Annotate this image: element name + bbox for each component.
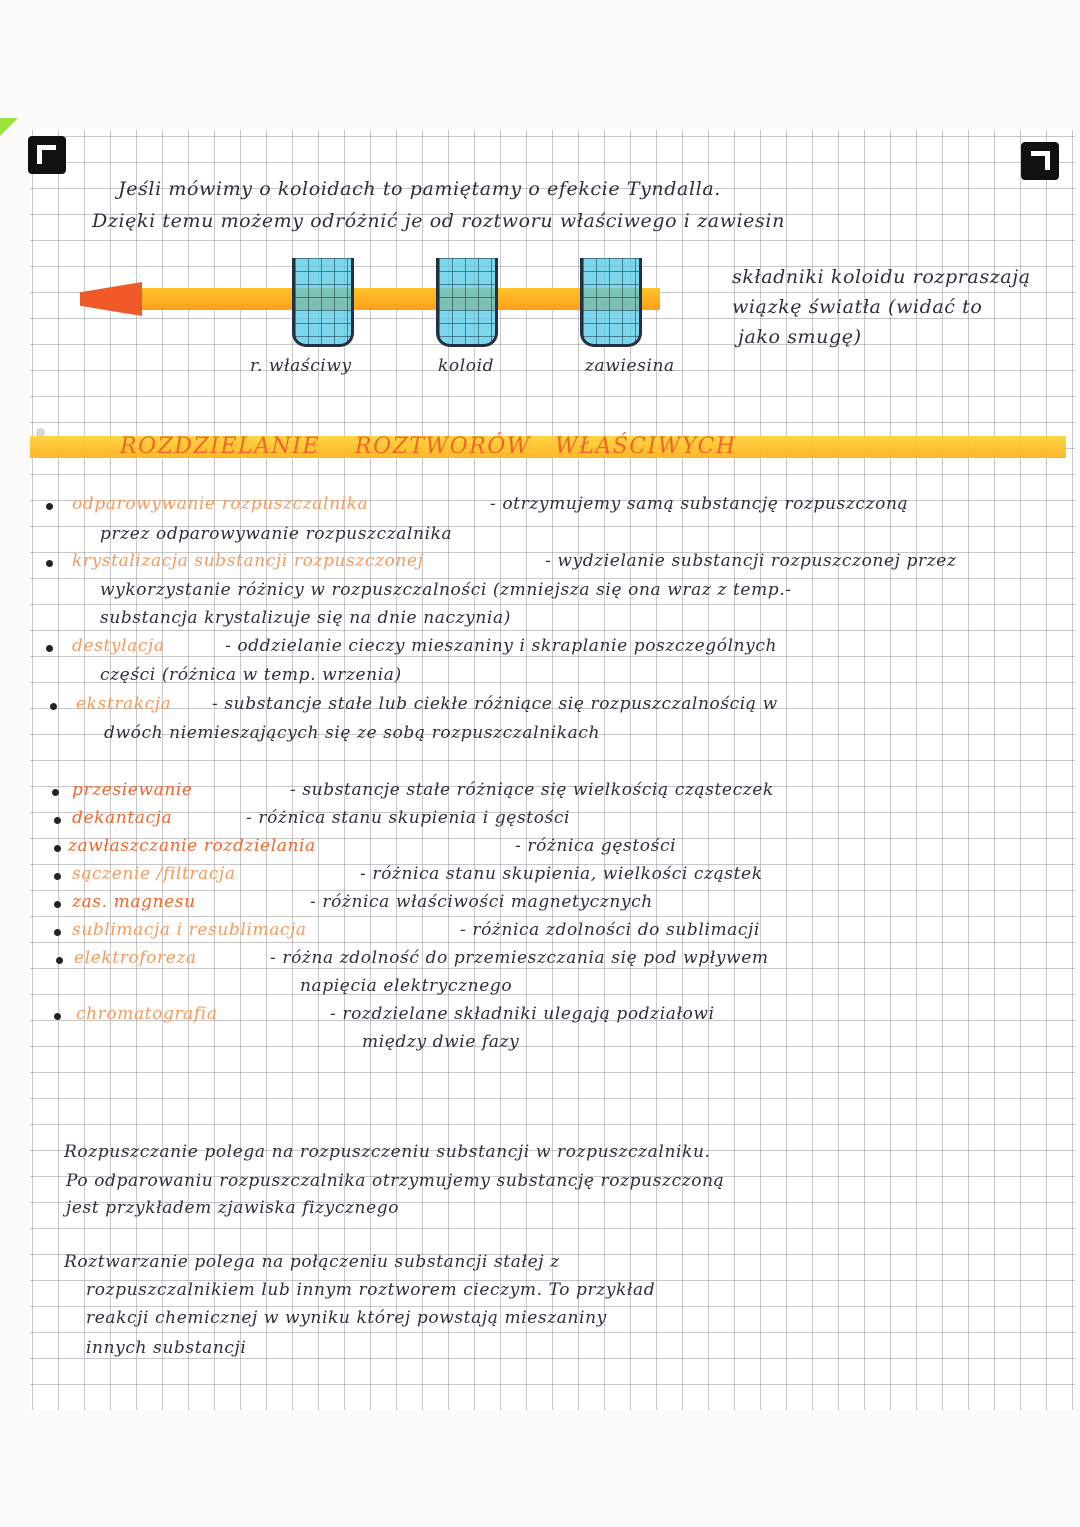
method-term: dekantacja xyxy=(72,808,173,828)
bullet-dot xyxy=(54,817,61,824)
flask-colloid xyxy=(436,258,498,347)
bullet-dot xyxy=(54,845,61,852)
label-colloid: koloid xyxy=(438,356,495,376)
method-term: zawłaszczanie rozdzielania xyxy=(68,836,316,856)
method-desc: - różnica stanu skupienia, wielkości cząstek xyxy=(360,864,763,884)
banner-word-2: ROZTWORÓW xyxy=(355,434,531,459)
method-term: zas. magnesu xyxy=(72,892,196,912)
app-logo-icon xyxy=(28,136,66,174)
method-desc-cont: dwóch niemieszających się ze sobą rozpuszczalnikach xyxy=(104,723,601,743)
method-desc: - różnica właściwości magnetycznych xyxy=(310,892,653,912)
method-desc: - otrzymujemy samą substancję rozpuszczoną xyxy=(490,494,909,514)
bullet-dot xyxy=(56,957,63,964)
bullet-dot xyxy=(54,1013,61,1020)
para2-line-2: rozpuszczalnikiem lub innym roztworem cieczym. To przykład xyxy=(86,1280,656,1300)
bullet-dot xyxy=(54,901,61,908)
para2-line-1: Roztwarzanie polega na połączeniu substancji stałej z xyxy=(64,1252,560,1272)
method-term: destylacja xyxy=(72,636,165,656)
bullet-dot xyxy=(46,645,53,652)
method-desc: - substancje stałe różniące się wielkością cząsteczek xyxy=(290,780,774,800)
method-desc: - różna zdolność do przemieszczania się pod wpływem xyxy=(270,948,769,968)
bullet-dot xyxy=(46,503,53,510)
intro-line-1: Jeśli mówimy o koloidach to pamiętamy o efekcie Tyndalla. xyxy=(118,178,721,200)
corner-accent xyxy=(0,118,18,136)
tyndall-note-2: wiązkę światła (widać to xyxy=(732,296,983,318)
method-desc: - różnica gęstości xyxy=(515,836,677,856)
method-term: elektroforeza xyxy=(74,948,197,968)
intro-line-2: Dzięki temu możemy odróżnić je od roztworu właściwego i zawiesin xyxy=(92,210,785,232)
method-term: sączenie /filtracja xyxy=(72,864,236,884)
method-desc: - wydzielanie substancji rozpuszczonej przez xyxy=(545,551,957,571)
method-desc-cont: wykorzystanie różnicy w rozpuszczalności (zmniejsza się ona wraz z temp.- xyxy=(100,580,792,600)
method-desc-cont: przez odparowywanie rozpuszczalnika xyxy=(100,524,453,544)
flask-suspension xyxy=(580,258,642,347)
method-term: sublimacja i resublimacja xyxy=(72,920,307,940)
banner-word-1: ROZDZIELANIE xyxy=(120,434,321,459)
grid-paper-sheet xyxy=(30,130,1075,1410)
bullet-dot xyxy=(46,560,53,567)
label-suspension: zawiesina xyxy=(585,356,675,376)
method-desc: - różnica stanu skupienia i gęstości xyxy=(246,808,571,828)
para2-line-3: reakcji chemicznej w wyniku której powstają mieszaniny xyxy=(86,1308,607,1328)
bullet-dot xyxy=(54,929,61,936)
para2-line-4: innych substancji xyxy=(86,1338,247,1358)
label-true-solution: r. właściwy xyxy=(250,356,352,376)
method-desc-cont: napięcia elektrycznego xyxy=(300,976,513,996)
method-desc: - oddzielanie cieczy mieszaniny i skraplanie poszczególnych xyxy=(225,636,778,656)
bullet-dot xyxy=(54,873,61,880)
para1-line-2: Po odparowaniu rozpuszczalnika otrzymujemy substancję rozpuszczoną xyxy=(66,1171,725,1191)
app-logo-icon-right xyxy=(1021,142,1059,180)
bullet-dot xyxy=(50,703,57,710)
method-desc: - substancje stałe lub ciekłe różniące się rozpuszczalnością w xyxy=(212,694,778,714)
tyndall-note-3: jako smugę) xyxy=(738,326,862,348)
para1-line-3: jest przykładem zjawiska fizycznego xyxy=(66,1198,400,1218)
para1-line-1: Rozpuszczanie polega na rozpuszczeniu substancji w rozpuszczalniku. xyxy=(64,1142,711,1162)
tyndall-note-1: składniki koloidu rozpraszają xyxy=(732,266,1031,288)
method-term: chromatografia xyxy=(76,1004,218,1024)
method-desc-cont: między dwie fazy xyxy=(362,1032,520,1052)
method-term: przesiewanie xyxy=(72,780,193,800)
method-term: odparowywanie rozpuszczalnika xyxy=(72,494,369,514)
bullet-dot xyxy=(52,789,59,796)
method-desc-cont: części (różnica w temp. wrzenia) xyxy=(100,665,402,685)
method-term: krystalizacja substancji rozpuszczonej xyxy=(72,551,424,571)
banner-word-3: WŁAŚCIWYCH xyxy=(555,434,737,459)
flask-true-solution xyxy=(292,258,354,347)
method-desc: - różnica zdolności do sublimacji xyxy=(460,920,760,940)
method-term: ekstrakcja xyxy=(76,694,172,714)
method-desc: - rozdzielane składniki ulegają podziałowi xyxy=(330,1004,715,1024)
method-desc-cont: substancja krystalizuje się na dnie naczynia) xyxy=(100,608,511,628)
